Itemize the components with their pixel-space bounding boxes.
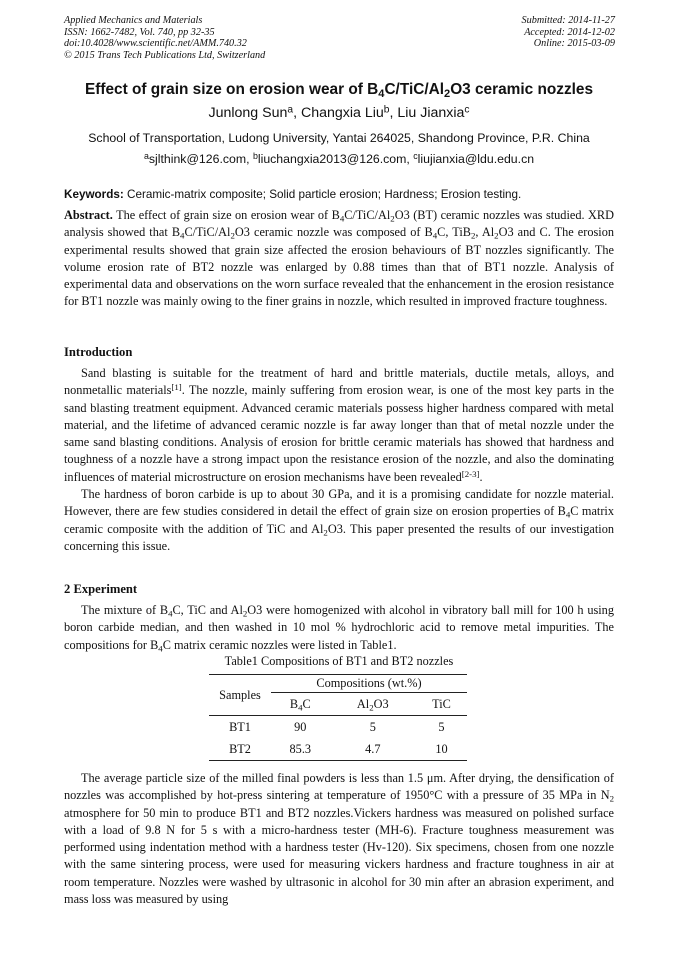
paper-title: Effect of grain size on erosion wear of $B_4C/TiC/Al_2O3$ ceramic nozzles bbox=[84, 81, 594, 101]
affil-mark: c bbox=[464, 104, 470, 116]
email-mark: a bbox=[143, 151, 149, 162]
email-mark: b bbox=[252, 151, 258, 162]
keywords-text: Ceramic-matrix composite; Solid particle erosion; Hardness; Erosion testing. bbox=[127, 188, 522, 201]
keywords-line bbox=[64, 188, 616, 201]
table-cell: 5 bbox=[438, 719, 445, 734]
abstract-text: The effect of grain size on erosion wear of $B_4C/TiC/Al_2O3$ (BT) ceramic nozzles was studied. XRD analysis showed that $B_4C/TiC/Al_2O3$ ceramic nozzle was composed of $B_4C$, TiB$_2$, $Al_2O3$ and C. The erosion experimental results showed that grain size affected the erosion behaviours of BT nozzles significantly. The volume erosion rate of BT2 nozzle was enlarged by 0.88 times than that of BT1 nozzle. Analysis of experimental data and observations on the worn surface revealed that the enhancement in the erosion resistance for BT1 nozzle was mainly owing to the finer grains in nozzle, which resulted in improved fracture toughness. bbox=[64, 208, 615, 309]
table-row bbox=[209, 738, 467, 761]
online-date: Online: 2015-03-09 bbox=[533, 38, 615, 50]
affil-mark: a bbox=[287, 104, 294, 116]
journal-header bbox=[64, 15, 265, 61]
table-col-al2o3: $Al_2O3$ bbox=[330, 693, 416, 716]
author-name: Liu Jianxia bbox=[397, 105, 465, 121]
doi-line: doi:10.4028/www.scientific.net/AMM.740.32 bbox=[64, 38, 247, 50]
experiment-paragraph-2: The average particle size of the milled final powders is less than 1.5 μm. After drying, the densification of nozzles was accomplished by hot-press sintering at temperature of 1950°C with a pressure of 35 MPa in $N_2$ atmosphere for 50 min to produce BT1 and BT2 nozzles.Vickers hardness was measured on polished surface with a load of 9.8 N for 5 s with a micro-hardness tester (MH-6). Fracture toughness measurement was performed using indentation method with a hardness tester (Hv-120). Six specimens, chosen from one nozzle with the same sintering process, were used for measuring vickers hardness and fracture toughness in air at room temperature. Nozzles were washed by ultrasonic in alcohol for 30 min after an abrasion experiment, and mass loss was measured by using bbox=[64, 771, 614, 907]
intro-paragraph-2: The hardness of boron carbide is up to about 30 GPa, and it is a promising candidate for nozzle material. However, there are few studies considered in detail the effect of grain size on erosion properties of $B_4C$ matrix ceramic composite with the addition of TiC and $Al_2O3$. This paper presented the results of our investigation concerning this issue. bbox=[64, 487, 614, 553]
table-cell: 4.7 bbox=[330, 738, 416, 761]
table-col-b4c: $B_4C$ bbox=[271, 693, 330, 716]
submitted-date: Submitted: 2014-11-27 bbox=[521, 15, 615, 26]
table-cell: 90 bbox=[294, 719, 307, 734]
author-name: Changxia Liu bbox=[300, 105, 384, 121]
table-cell-sample: BT2 bbox=[209, 738, 271, 761]
experiment-body-continued bbox=[64, 770, 614, 908]
email-list: $^a$sjlthink@126.com, $^b$liuchangxia2013@126.com, $^c$liujianxia@ldu.edu.cn bbox=[143, 151, 535, 166]
introduction-heading: Introduction bbox=[64, 345, 133, 359]
email-link[interactable]: liujianxia@ldu.edu.cn bbox=[417, 152, 535, 166]
abstract-label: Abstract. bbox=[64, 208, 113, 222]
table-caption: Table1 Compositions of BT1 and BT2 nozzles bbox=[224, 654, 454, 668]
table-header-compositions: Compositions (wt.%) bbox=[271, 675, 467, 693]
keywords-label: Keywords: bbox=[64, 188, 124, 201]
experiment-paragraph-1: The mixture of $B_4C$, TiC and $Al_2O3$ were homogenized with alcohol in vibratory ball mill for 100 h using boron carbide median, and then washed in 10 mol % hydrochloric acid to remove metal impurities. The compositions for $B_4C$ matrix ceramic nozzles were listed in Table1. bbox=[64, 603, 614, 654]
affil-mark: b bbox=[383, 104, 390, 116]
affiliation: School of Transportation, Ludong University, Yantai 264025, Shandong Province, P.R. China bbox=[88, 131, 590, 145]
experiment-heading: 2 Experiment bbox=[64, 582, 138, 596]
dates-header bbox=[522, 15, 615, 50]
table-col-tic: TiC bbox=[416, 693, 467, 716]
table-header-samples: Samples bbox=[209, 675, 271, 716]
accepted-date: Accepted: 2014-12-02 bbox=[524, 26, 615, 38]
table-cell: 5 bbox=[369, 719, 376, 734]
email-link[interactable]: liuchangxia2013@126.com bbox=[257, 152, 407, 166]
abstract bbox=[64, 207, 614, 311]
composition-table bbox=[209, 674, 467, 761]
experiment-body bbox=[64, 602, 614, 654]
intro-paragraph-1: Sand blasting is suitable for the treatment of hard and brittle materials, ductile metals, alloys, and nonmetallic materials[1]. The nozzle, mainly suffering from erosion wear, is one of the most key parts in the sand blasting treatment equipment. Advanced ceramic materials possess higher hardness compared with metal material, and the lifetime of advanced ceramic nozzle is far away longer than that of metal nozzle under the same sand blasting conditions. Analysis of erosion for brittle ceramic materials has showed that hardness and toughness of a nozzle have a strong impact upon the resistance erosion of the nozzle, and also the dominating influences of material microstructure on erosion mechanisms have been revealed[2-3]. bbox=[64, 366, 614, 484]
author-name: Junlong Sun bbox=[208, 105, 288, 121]
issn-line: ISSN: 1662-7482, Vol. 740, pp 32-35 bbox=[64, 26, 215, 38]
email-link[interactable]: sjlthink@126.com bbox=[148, 152, 247, 166]
table-cell-sample: BT1 bbox=[229, 719, 251, 734]
author-list: Junlong Sun$^a$, Changxia Liu$^b$, Liu Jianxia$^c$ bbox=[208, 104, 470, 121]
email-mark: c bbox=[413, 151, 418, 162]
journal-name: Applied Mechanics and Materials bbox=[64, 15, 203, 26]
introduction-body bbox=[64, 365, 614, 555]
table-row bbox=[209, 716, 467, 739]
copyright-line: © 2015 Trans Tech Publications Ltd, Switzerland bbox=[64, 49, 266, 61]
table-cell: 85.3 bbox=[271, 738, 330, 761]
table-cell: 10 bbox=[416, 738, 467, 761]
